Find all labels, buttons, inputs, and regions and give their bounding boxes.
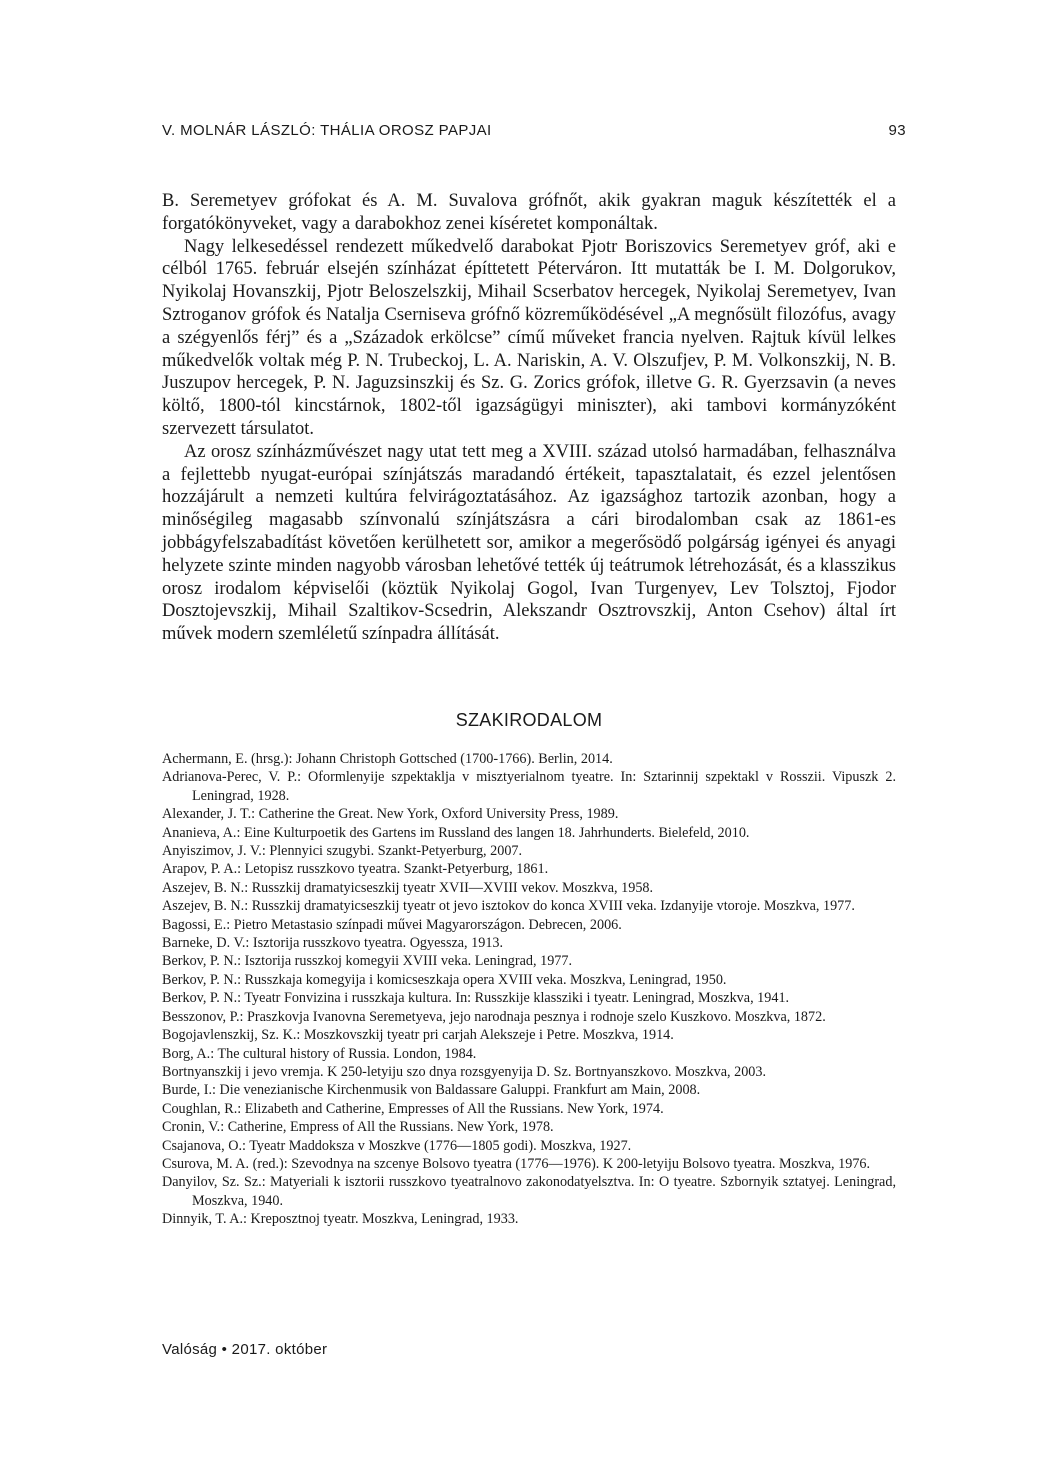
reference-item: Aszejev, B. N.: Russzkij dramatyicseszkij tyeatr XVII—XVIII vekov. Moszkva, 1958. (162, 879, 654, 896)
reference-item: Ananieva, A.: Eine Kulturpoetik des Gartens im Russland des langen 18. Jahrhunderts. Bielefeld, 2010. (162, 824, 750, 841)
paragraph: Az orosz színházművészet nagy utat tett meg a XVIII. század utolsó harmadában, felhasználva a fejlettebb nyugat-európai színjátszás maradandó értékeit, tapasztalatait, és ezzel jelentősen hozzájárult a nemzeti kultúra felvirágoztatásához. Az igazsághoz tartozik azonban, hogy a minőségileg magasabb színvonalú színjátszásra a cári birodalomban csak az 1861-es jobbágyfelszabadítást követően kerülhetett sor, amikor a megerősödő polgárság igényei és anyagi helyzete szinte minden nagyobb városban lehetővé tették új teátrumok létrehozását, és a klasszikus orosz irodalom képviselői (köztük Nyikolaj Gogol, Ivan Turgenyev, Lev Tolsztoj, Fjodor Dosztojevszkij, Mihail Szaltikov-Scsedrin, Alekszandr Osztrovszkij, Anton Csehov) által írt művek modern szemléletű színpadra állítását. (162, 441, 896, 645)
paragraph: Nagy lelkesedéssel rendezett műkedvelő darabokat Pjotr Boriszovics Seremetyev gróf, aki e célból 1765. február elsején színházat építtetett Péterváron. Itt mutatták be I. M. Dolgorukov, Nyikolaj Hovanszkij, Pjotr Beloszelszkij, Mihail Scserbatov hercegek, Nyikolaj Seremetyev, Ivan Sztroganov grófok és Natalja Cserniseva grófnő közreműködésével „A megnősült filozófus, avagy a szégyenlős férj” és a „Századok erkölcse” című műveket francia nyelven. Rajtuk kívül lelkes műkedvelők voltak még P. N. Trubeckoj, L. A. Nariskin, A. V. Olszufjev, P. M. Volkonszkij, N. B. Juszupov hercegek, P. N. Jaguzsinszkij és Sz. G. Zorics grófok, illetve G. R. Gyerzsavin (a neves költő, 1800-tól kincstárnok, 1802-től igazságügyi miniszter), aki tambovi kormányzóként szervezett társulatot. (162, 236, 896, 439)
reference-item: Bortnyanszkij i jevo vremja. K 250-letyiju szo dnya rozsgyenyija D. Sz. Bortnyanszkovo. Moszkva, 2003. (162, 1063, 767, 1080)
reference-item: Csajanova, O.: Tyeatr Maddoksza v Moszkve (1776—1805 godi). Moszkva, 1927. (162, 1137, 632, 1154)
section-heading: SZAKIRODALOM (455, 710, 603, 730)
reference-item: Adrianova-Perec, V. P.: Oformlenyije szpektaklja v misztyerialnom tyeatre. In: Sztarinnij szpektakl v Rosszii. Vipuszk 2. Leningrad, 1928. (162, 769, 896, 804)
page-footer: Valóság • 2017. október (162, 1341, 328, 1358)
reference-item: Berkov, P. N.: Tyeatr Fonvizina i russzkaja kultura. In: Russzkije klasszikі i tyeatr. Leningrad, Moszkva, 1941. (162, 990, 790, 1007)
reference-item: Danyilov, Sz. Sz.: Matyeriali k isztorii russzkovo tyeatralnovo zakonodatyelsztva. In: O tyeatre. Szbornyik sztatyej. Leningrad, Moszkva, 1940. (162, 1174, 896, 1209)
body-text (162, 190, 896, 646)
reference-item: Achermann, E. (hrsg.): Johann Christoph Gottsched (1700-1766). Berlin, 2014. (162, 751, 613, 767)
reference-item: Csurova, M. A. (red.): Szevodnya na szcenye Bolsovo tyeatra (1776—1976). K 200-letyiju Bolsovo tyeatra. Moszkva, 1976. (162, 1155, 871, 1172)
running-title: V. MOLNÁR LÁSZLÓ: THÁLIA OROSZ PAPJAI (162, 122, 492, 139)
reference-item: Burde, I.: Die venezianische Kirchenmusik von Baldassare Galuppi. Frankfurt am Main, 2008. (162, 1082, 701, 1099)
reference-item: Berkov, P. N.: Russzkaja komegyija i komicseszkaja opera XVIII veka. Moszkva, Leningrad, 1950. (162, 971, 727, 988)
reference-item: Anyiszimov, J. V.: Plennyici szugybi. Szankt-Petyerburg, 2007. (162, 843, 523, 860)
page-number: 93 (888, 122, 906, 139)
reference-item: Berkov, P. N.: Isztorija russzkoj komegyii XVIII veka. Leningrad, 1977. (162, 953, 573, 970)
reference-list (162, 750, 896, 1229)
reference-item: Alexander, J. T.: Catherine the Great. New York, Oxford University Press, 1989. (162, 806, 619, 823)
reference-item: Bogojavlenszkij, Sz. K.: Moszkovszkij tyeatr pri carjah Alekszeje i Petre. Moszkva, 1914. (162, 1027, 674, 1044)
reference-item: Besszonov, P.: Praszkovja Ivanovna Seremetyeva, jejo narodnaja pesznya i rodnoje szelo Kuszkovo. Moszkva, 1872. (162, 1008, 826, 1025)
reference-item: Arapov, P. A.: Letopisz russzkovo tyeatra. Szankt-Petyerburg, 1861. (162, 861, 549, 878)
reference-item: Barneke, D. V.: Isztorija russzkovo tyeatra. Ogyessza, 1913. (162, 935, 504, 952)
reference-item: Dinnyik, T. A.: Kreposztnoj tyeatr. Moszkva, Leningrad, 1933. (162, 1211, 519, 1228)
running-header (162, 122, 906, 144)
reference-item: Aszejev, B. N.: Russzkij dramatyicseszkij tyeatr ot jevo isztokov do konca XVIII veka. Izdanyije vtoroje. Moszkva, 1977. (162, 898, 855, 915)
reference-item: Bagossi, E.: Pietro Metastasio színpadi művei Magyarországon. Debrecen, 2006. (162, 916, 622, 933)
reference-item: Coughlan, R.: Elizabeth and Catherine, Empresses of All the Russians. New York, 1974. (162, 1100, 664, 1117)
paragraph: B. Seremetyev grófokat és A. M. Suvalova grófnőt, akik gyakran maguk készítették el a forgatókönyveket, vagy a darabokhoz zenei kíséretet komponáltak. (162, 191, 896, 234)
reference-item: Cronin, V.: Catherine, Empress of All the Russians. New York, 1978. (162, 1119, 554, 1136)
reference-item: Borg, A.: The cultural history of Russia. London, 1984. (162, 1045, 477, 1062)
